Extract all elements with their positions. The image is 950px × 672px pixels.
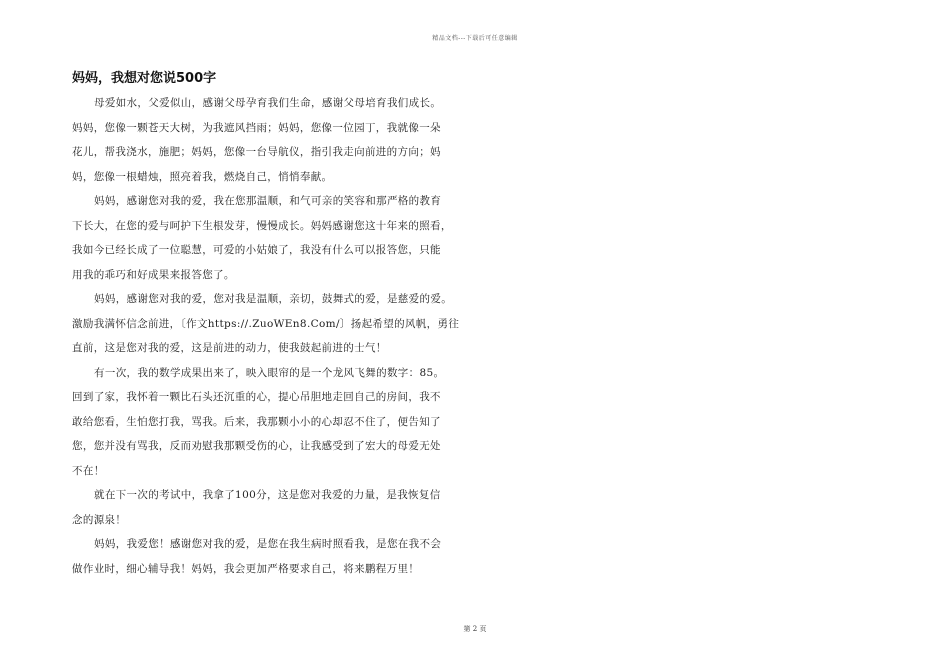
- body-line: 妈妈，感谢您对我的爱，我在您那温顺，和气可亲的笑容和那严格的教育: [94, 195, 442, 207]
- body-line: 妈妈，我爱您！感谢您对我的爱，是您在我生病时照看我，是您在我不会: [94, 538, 442, 550]
- body-line: 用我的乖巧和好成果来报答您了。: [72, 268, 235, 281]
- body-line: 母爱如水，父爱似山，感谢父母孕育我们生命，感谢父母培育我们成长。: [94, 97, 442, 109]
- body-line: 我如今已经长成了一位聪慧，可爱的小姑娘了，我没有什么可以报答您，只能: [72, 244, 441, 256]
- body-line: 妈妈，感谢您对我的爱，您对我是温顺，亲切，鼓舞式的爱，是慈爱的爱。: [94, 293, 453, 305]
- body-line: 敢给您看，生怕您打我，骂我。后来，我那颗小小的心却忍不住了，便告知了: [72, 415, 441, 428]
- body-line: 下长大，在您的爱与呵护下生根发芽，慢慢成长。妈妈感谢您这十年来的照看，: [72, 219, 452, 232]
- body-line: 您，您并没有骂我，反而劝慰我那颗受伤的心，让我感受到了宏大的母爱无处: [72, 440, 441, 452]
- body-line: 不在！: [72, 464, 105, 477]
- body-line: 念的源泉！: [72, 513, 127, 526]
- body-line: 花儿，帮我浇水，施肥；妈妈，您像一台导航仪，指引我走向前进的方向；妈: [72, 146, 441, 158]
- page-number: 第 2 页: [463, 625, 487, 633]
- body-line: 妈，您像一根蜡烛，照亮着我，燃烧自己，悄悄奉献。: [72, 170, 333, 183]
- body-line: 直前，这是您对我的爱，这是前进的动力，使我鼓起前进的士气！: [72, 342, 387, 354]
- body-line: 做作业时，细心辅导我！妈妈，我会更加严格要求自己，将来鹏程万里！: [72, 562, 420, 575]
- body-line: 有一次，我的数学成果出来了，映入眼帘的是一个龙风飞舞的数字：85。: [94, 366, 445, 379]
- body-line: 妈妈，您像一颗苍天大树，为我遮风挡雨；妈妈，您像一位园丁，我就像一朵: [72, 121, 441, 134]
- document-title: 妈妈，我想对您说500字: [72, 71, 217, 86]
- body-line: 激励我满怀信念前进，〔作文https://.ZuoWEn8.Com/〕扬起希望的风帆，勇往: [72, 317, 460, 330]
- body-line: 回到了家，我怀着一颗比石头还沉重的心，提心吊胆地走回自己的房间，我不: [72, 391, 441, 403]
- page-header: 精品文档---下载后可任意编辑: [432, 35, 518, 42]
- document-body: [72, 91, 464, 581]
- body-line: 就在下一次的考试中，我拿了100分，这是您对我爱的力量，是我恢复信: [94, 489, 441, 501]
